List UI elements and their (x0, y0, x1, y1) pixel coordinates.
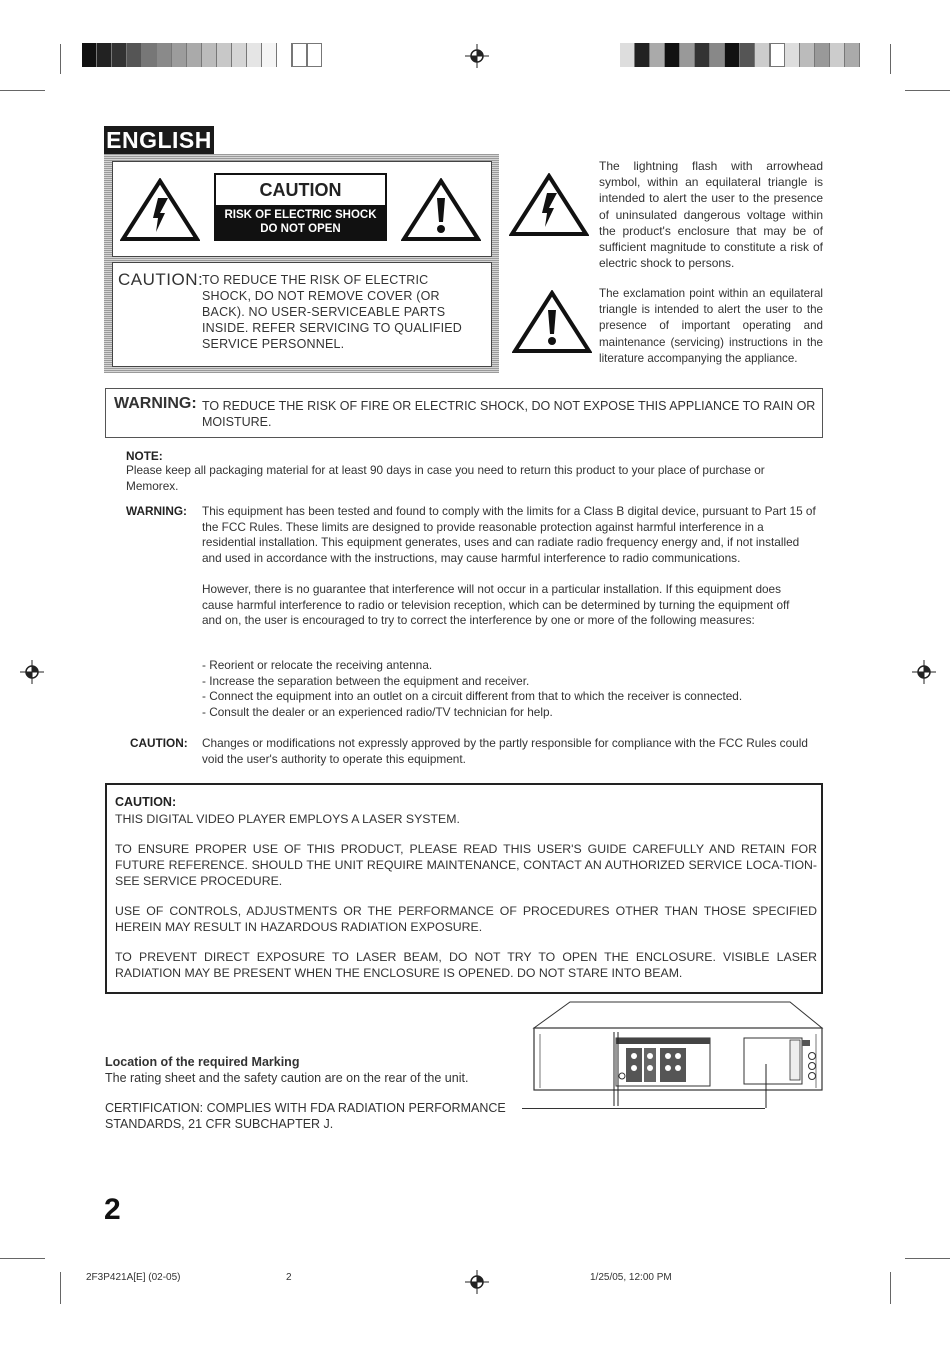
certification-leader-line (522, 1108, 765, 1109)
registration-mark-icon (465, 1270, 489, 1294)
footer-code: 2F3P421A[E] (02-05) (86, 1272, 181, 1283)
fcc-warning-label: WARNING: (126, 504, 187, 518)
lightning-symbol-description: The lightning flash with arrowhead symbol, within an equilateral triangle is intended to alert the user to the presence of uninsulated dangerous voltage within the product's enclosure that may be of sufficient magnitude to constitute a risk of electric shock to persons. (599, 159, 823, 271)
fcc-measures-list (202, 658, 742, 721)
caution-line: TO REDUCE THE RISK OF ELECTRIC (202, 273, 429, 287)
laser-caution-body (115, 811, 817, 981)
dvd-player-rear-illustration (532, 1000, 824, 1110)
page-number: 2 (104, 1193, 121, 1226)
color-bar-right (620, 43, 860, 67)
crop-mark (905, 90, 950, 91)
caution-label-line-1: RISK OF ELECTRIC SHOCK (224, 209, 377, 221)
caution-line: SHOCK, DO NOT REMOVE COVER (OR (202, 289, 440, 303)
marking-text: The rating sheet and the safety caution are on the rear of the unit. (105, 1071, 469, 1085)
fcc-warning-paragraph-1: This equipment has been tested and found to comply with the limits for a Class B digital device, pursuant to Part 15 of the FCC Rules. These limits are designed to provide reasonable protection against harmful interference in a residential installation. This equipment generates, uses and can radiate radio frequency energy and, if not installed and used in accordance with the instructions, may cause harmful interference to radio communications. (202, 504, 816, 566)
list-item: - Increase the separation between the equipment and receiver. (202, 673, 530, 688)
section-tab-english: ENGLISH (104, 126, 214, 154)
marking-title: Location of the required Marking (105, 1055, 300, 1069)
list-item: - Connect the equipment into an outlet on a circuit different from that to which the receiver is connected. (202, 689, 743, 704)
crop-mark (890, 44, 891, 74)
registration-mark-icon (465, 44, 489, 68)
caution-label-title: CAUTION (259, 180, 342, 200)
list-item: - Consult the dealer or an experienced radio/TV technician for help. (202, 705, 553, 720)
footer-page: 2 (286, 1272, 292, 1283)
crop-mark (0, 1258, 45, 1259)
fcc-caution-text: Changes or modifications not expressly approved by the partly responsible for compliance with the FCC Rules could void the user's authority to operate this equipment. (202, 736, 808, 766)
crop-mark (60, 1272, 61, 1304)
lightning-warning-icon (120, 178, 200, 242)
caution-box-text (202, 272, 462, 352)
exclamation-symbol-description: The exclamation point within an equilateral triangle is intended to alert the user to the presence of important operating and maintenance (servicing) instructions in the literature accompanying the appliance. (599, 287, 823, 365)
fcc-warning-paragraph-2: However, there is no guarantee that interference will not occur in a particular installation. If this equipment does cause harmful interference to radio or television reception, which can be determined by turning the equipment off and on, the user is encouraged to try to correct the interference by one or more of the following measures: (202, 582, 790, 628)
caution-label (214, 173, 387, 241)
footer-date: 1/25/05, 12:00 PM (590, 1272, 672, 1283)
laser-caution-label: CAUTION: (115, 795, 177, 809)
caution-box-label: CAUTION: (118, 270, 204, 289)
crop-mark (890, 1272, 891, 1304)
caution-line: BACK). NO USER-SERVICEABLE PARTS (202, 305, 446, 319)
registration-mark-icon (912, 660, 936, 684)
warning-box-label: WARNING: (114, 395, 197, 412)
exclamation-warning-icon (512, 290, 592, 354)
color-bar-left (82, 43, 322, 67)
note-text: Please keep all packaging material for at least 90 days in case you need to return this product to your place of purchase or Memorex. (126, 463, 765, 493)
caution-label-line-2: DO NOT OPEN (260, 223, 341, 235)
note-label: NOTE: (126, 449, 163, 463)
warning-box (105, 388, 823, 438)
laser-caution-paragraph: USE OF CONTROLS, ADJUSTMENTS OR THE PERFORMANCE OF PROCEDURES OTHER THAN THOSE SPECIFIED HEREIN MAY RESULT IN HAZARDOUS RADIATION EXPOSURE. (115, 904, 817, 934)
laser-caution-box (105, 783, 823, 994)
crop-mark (0, 90, 45, 91)
caution-line: SERVICE PERSONNEL. (202, 337, 345, 351)
warning-box-text: TO REDUCE THE RISK OF FIRE OR ELECTRIC SHOCK, DO NOT EXPOSE THIS APPLIANCE TO RAIN OR MOISTURE. (202, 399, 816, 429)
registration-mark-icon (20, 660, 44, 684)
caution-line: INSIDE. REFER SERVICING TO QUALIFIED (202, 321, 463, 335)
laser-caution-paragraph: THIS DIGITAL VIDEO PLAYER EMPLOYS A LASER SYSTEM. (115, 812, 460, 826)
laser-caution-paragraph: TO PREVENT DIRECT EXPOSURE TO LASER BEAM, DO NOT TRY TO OPEN THE ENCLOSURE. VISIBLE LASER RADIATION MAY BE PRESENT WHEN THE ENCLOSURE IS OPENED. DO NOT STARE INTO BEAM. (115, 950, 817, 980)
list-item: - Reorient or relocate the receiving antenna. (202, 658, 433, 672)
exclamation-warning-icon (401, 178, 481, 242)
crop-mark (60, 44, 61, 74)
crop-mark (905, 1258, 950, 1259)
certification-line-1: CERTIFICATION: COMPLIES WITH FDA RADIATION PERFORMANCE (105, 1101, 506, 1115)
laser-caution-paragraph: TO ENSURE PROPER USE OF THIS PRODUCT, PLEASE READ THIS USER'S GUIDE CAREFULLY AND RETAIN FOR FUTURE REFERENCE. SHOULD THE UNIT REQUIRE MAINTENANCE, CONTACT AN AUTHORIZED SERVICE LOCA-TION-SEE SERVICE PROCEDURE. (115, 842, 817, 888)
certification-line-2: STANDARDS, 21 CFR SUBCHAPTER J. (105, 1117, 334, 1131)
caution-label-subtitle (216, 205, 385, 239)
fcc-caution-label: CAUTION: (130, 736, 188, 750)
lightning-warning-icon (509, 173, 589, 237)
